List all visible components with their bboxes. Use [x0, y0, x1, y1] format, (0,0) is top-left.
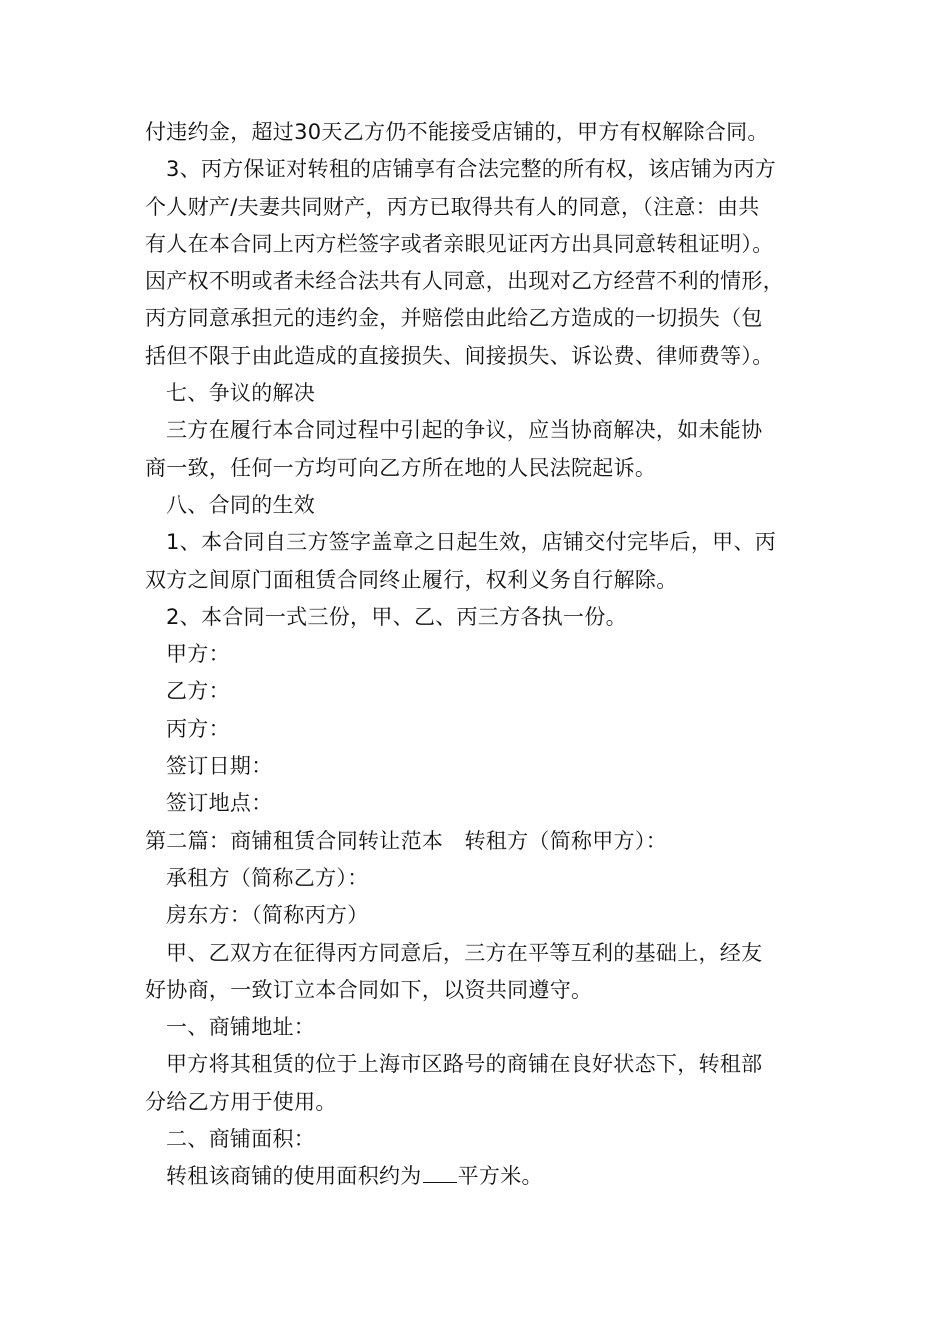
document-line: 付违约金，超过30天乙方仍不能接受店铺的，甲方有权解除合同。: [145, 120, 769, 144]
document-line: 3、丙方保证对转租的店铺享有合法完整的所有权，该店铺为丙方: [166, 157, 777, 182]
document-line: 甲方：: [166, 642, 230, 667]
document-line: 丙方：: [166, 716, 230, 741]
area-blank-field: [423, 1160, 457, 1183]
document-line-area: [145, 1158, 835, 1195]
document-line: 商一致，任何一方均可向乙方所在地的人民法院起诉。: [145, 455, 657, 480]
document-line: 丙方同意承担元的违约金，并赔偿由此给乙方造成的一切损失（包: [145, 306, 763, 331]
document-line: 承租方（简称乙方）：: [166, 865, 369, 890]
document-line: 个人财产/夫妻共同财产，丙方已取得共有人的同意，（注意：由共: [145, 194, 760, 219]
document-line: 房东方：（简称丙方）: [166, 903, 369, 928]
document-line: 二、商铺面积：: [166, 1127, 316, 1152]
document-line: 第二篇：商铺租赁合同转让范本 转租方（简称甲方）：: [145, 828, 667, 853]
area-text-before: 转租该商铺的使用面积约为: [166, 1164, 422, 1189]
document-line: 分给乙方用于使用。: [145, 1089, 337, 1114]
paragraph-lines: [145, 114, 835, 1158]
document-line: 1、本合同自三方签字盖章之日起生效，店铺交付完毕后，甲、丙: [166, 530, 777, 555]
document-line: 八、合同的生效: [166, 492, 316, 517]
document-line: 七、争议的解决: [166, 381, 316, 406]
document-line: 一、商铺地址：: [166, 1015, 316, 1040]
document-line: 括但不限于由此造成的直接损失、间接损失、诉讼费、律师费等）。: [145, 343, 774, 368]
document-line: 甲、乙双方在征得丙方同意后，三方在平等互利的基础上，经友: [166, 940, 763, 965]
document-line: 双方之间原门面租赁合同终止履行，权利义务自行解除。: [145, 567, 678, 592]
area-text-after: 平方米。: [457, 1164, 543, 1189]
document-body: [145, 114, 835, 1196]
document-line: 因产权不明或者未经合法共有人同意，出现对乙方经营不利的情形，: [145, 269, 784, 294]
document-line: 签订地点：: [166, 791, 273, 816]
document-line: 2、本合同一式三份，甲、乙、丙三方各执一份。: [166, 604, 627, 629]
document-line: 签订日期：: [166, 754, 273, 779]
document-line: 有人在本合同上丙方栏签字或者亲眼见证丙方出具同意转租证明）。: [145, 231, 774, 256]
document-line: 甲方将其租赁的位于上海市区路号的商铺在良好状态下，转租部: [166, 1052, 763, 1077]
document-line: 乙方：: [166, 679, 230, 704]
document-line: 三方在履行本合同过程中引起的争议，应当协商解决，如未能协: [166, 418, 763, 443]
document-line: 好协商，一致订立本合同如下，以资共同遵守。: [145, 977, 593, 1002]
